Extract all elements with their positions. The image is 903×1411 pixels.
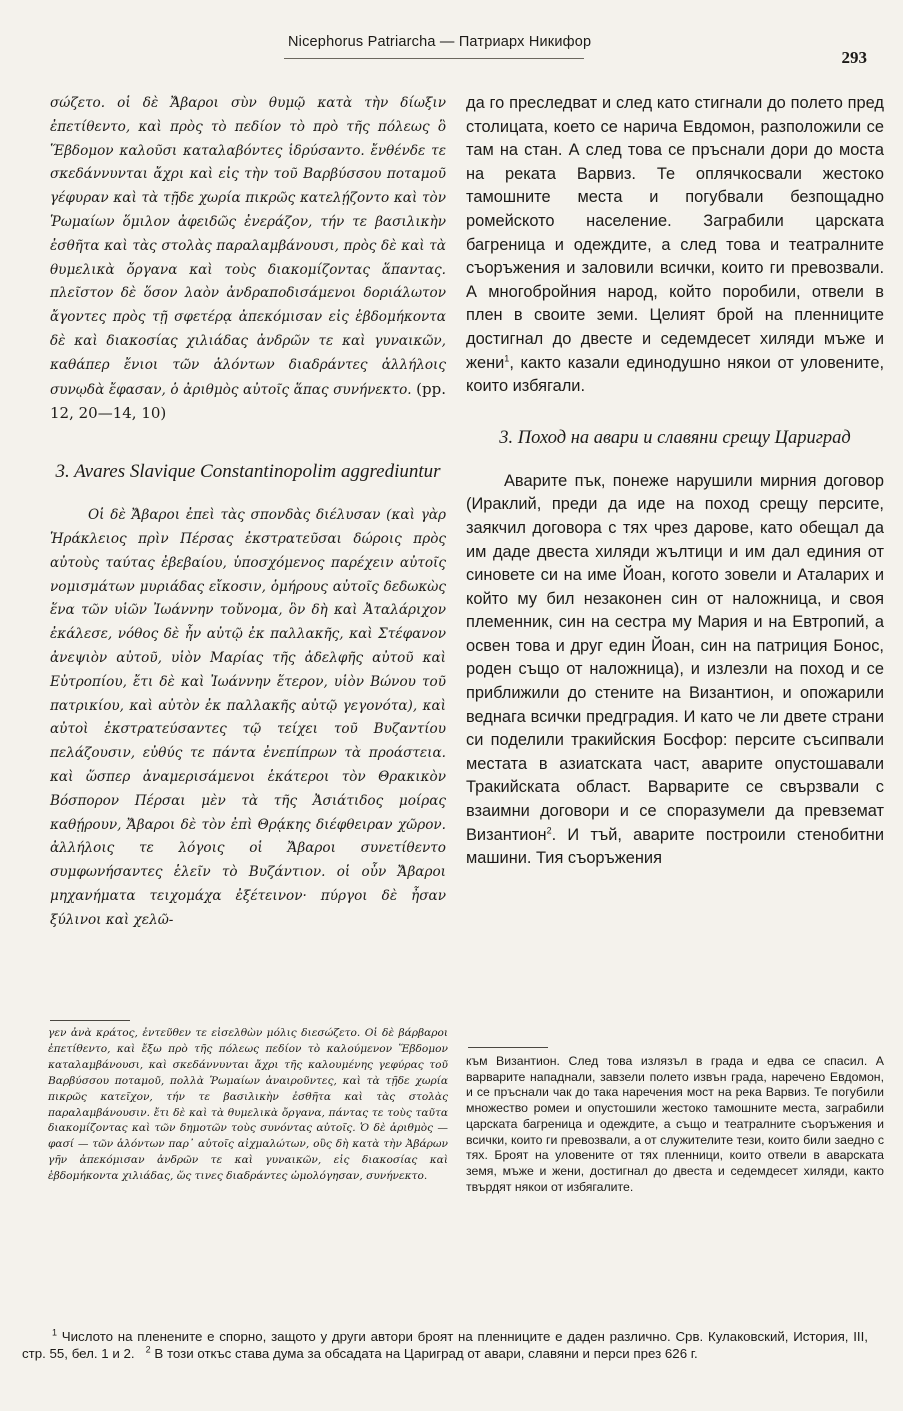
footnote-2-text: В този откъс става дума за обсадата на Цариград от авари, славяни и перси през 626 г. <box>154 1346 698 1362</box>
footnote-1-marker: 1 <box>52 1327 58 1338</box>
bulgarian-passage-1 <box>466 92 884 399</box>
footnote-ref-1[interactable]: 1 <box>504 353 510 364</box>
page-number: 293 <box>841 48 867 67</box>
bg-text-2: Аварите пък, понеже нарушили мирния договор (Ираклий, преди да иде на поход срещу персите, заякчил договора с тях чрез дарове, като обещал да им даде двеста хиляди жълтици и им дал единия от синовете си на име Йоан, когото зовели и Аталарих и който му бил незаконен син от наложница, и своя племенник, син на сестра му Мария и на Евтропий, а освен това и друг един Йоан, син на патриция Бонос, роден също от наложница), и излезли на поход и се приближили до стените на Византион, и опожарили веднага всички предградия. И като че ли двете страни си поделили тракийския Босфор: персите съсипвали местата в азиатската част, аварите опустошавали Тракийската област. Варварите се свързвали с взаимни договори и се споразумели да превземат Византион <box>466 471 884 844</box>
bg-text-1: да го преследват и след като стигнали до полето пред столицата, което се нарича Евдомон, разположили се там на стан. А след това се пръснали дори до моста на реката Варвиз. Те оплячкосвали жестоко тамошните места и погубвали безпощадно ромейското население. Заграбили царската багреница и одеждите, а след това и театралните съоръжения и заловили всички, които ги превозвали. А многобройния народ, който поробили, отвели в плен в своите земи. Целият брой на пленниците достигнал до двесте и седемдесет хиляди мъже и жени <box>466 94 884 372</box>
running-head: Nicephorus Patriarcha — Патриарх Никифор <box>288 34 592 50</box>
greek-passage-1 <box>50 92 446 427</box>
bg-text-2-tail: . И тъй, аварите построили стенобитни машини. Тия съоръжения <box>466 825 884 868</box>
right-note-rule <box>468 1047 548 1048</box>
greek-column <box>50 92 446 933</box>
greek-variant-note <box>48 1026 448 1185</box>
section-heading-bulgarian: 3. Поход на авари и славяни срещу Цариград <box>499 427 851 448</box>
left-note-rule <box>50 1020 130 1021</box>
footnotes <box>22 1328 868 1363</box>
footnote-1 <box>22 1328 868 1363</box>
bulgarian-passage-2 <box>466 470 884 871</box>
footnote-2-marker: 2 <box>145 1344 151 1355</box>
greek-note-text: γεν ἀνὰ κράτος, ἐντεῦθεν τε εἰσελθὼν μόλις διεσώζετο. Οἱ δὲ βάρβαροι ἐπετίθεντο, καὶ ἔξω πρὸ τῆς πόλεως πεδίον τὸ καλούμενον Ἕβδομον καταλαμβάνουσι, καὶ σκεδάννυνται ἄχρι τῆς καλουμένης γεφύρας τοῦ Βαρβύσσου ποταμοῦ, πολλὰ Ῥωμαίων ἀναιροῦντες, καὶ τὰ τῇδε χωρία πικρῶς κατεῖχον, τήν τε βασιλικὴν ἐσθῆτα καὶ τὰς στολὰς παραλαμβάνουσιν. ἔτι δὲ καὶ τὰ θυμελικὰ ὄργανα, πάντας τε τοὺς ταῦτα διακομίζοντας καὶ τῶν δημοτῶν τοὺς συνόντας αὐτοῖς. Ὁ δὲ ἀριθμὸς — φασί — τῶν ἁλόντων παρ᾽ αὐτοῖς αἰχμαλώτων, οὓς δὴ κατὰ τὴν Ἀβάρων γῆν ἀπεκόμισαν ἀνδρῶν τε καὶ γυναικῶν, εἰς διακοσίας καὶ ἑβδομήκοντα χιλιάδας, ὥς τινες διαδράντες ὡμολόγησαν, συνήνεκτο. <box>48 1027 448 1183</box>
bg-note-text: към Византион. След това излязъл в града и едва се спасил. А варварите нападнали, завзели полето извън града, наречено Евдомон, и се пръснали чак до така наречения мост на река Варвиз. Те погубили множество ромеи и опустошили жестоко тамошните места, заграбили царската багреница и одеждите, а също и театралните съоръжения и всички, които ги превозвали, а от служителите тези, които били заедно с тях. Броят на уловените от тях пленници, които отвели в аварската земя, мъже и жени, достигнал до двеста и седемдесет хиляди, както твърдят някои от избягалите. <box>466 1054 884 1194</box>
bg-text-1-tail: , както казали единодушно някои от уловените, които избягали. <box>466 353 884 396</box>
footnote-1-text: Числото на пленените е спорно, защото у други автори броят на пленниците е даден различно. Срв. Кулаковский, История, III, стр. 55, бел. 1 и 2. <box>22 1329 868 1362</box>
bulgarian-variant-note <box>466 1054 884 1195</box>
greek-passage-2: Οἱ δὲ Ἄβαροι ἐπεὶ τὰς σπονδὰς διέλυσαν (καὶ γὰρ Ἡράκλειος πρὶν Πέρσας ἐκστρατεῦσαι δώροις πρὸς αὐτοὺς ταύτας ἐβεβαίου, ὑποσχόμενος παρέχειν αὐτοῖς νομισμάτων μυριάδας εἴκοσιν, ὁμήρους αὐτοῖς δεδωκὼς ἕνα τῶν υἱῶν Ἰωάννην τοὔνομα, ὃν δὴ καὶ Ἀταλάριχον ἐκάλεσε, νόθος δὲ ἦν αὐτῷ ἐκ παλλακῆς, καὶ Στέφανον ἀνεψιὸν αὐτοῦ, υἱὸν Μαρίας τῆς ἀδελφῆς αὐτοῦ καὶ Εὐτροπίου, ἔτι δὲ καὶ Ἰωάννην ἕτερον, υἱὸν Βώνου τοῦ πατρικίου, καὶ αὐτὸν ἐκ παλλακῆς αὐτῷ γεγονότα), καὶ αὐτοὶ ἐκστρατεύσαντες τῷ τείχει τοῦ Βυζαντίου πελάζουσιν, εὐθύς τε πάντα ἐνεπίπρων τὰ προάστεια. καὶ ὥσπερ ἀναμερισάμενοι ἑκάτεροι τὸν Θρακικὸν Βόσπορον Πέρσαι μὲν τὰ τῆς Ἀσιάτιδος μοίρας καθῄρουν, Ἄβαροι δὲ τὸν ἐπὶ Θρᾴκης διέφθειραν χῶρον. ἀλλήλοις τε λόγοις οἱ Ἄβαροι συνετίθεντο συμφωνήσαντες ἑλεῖν τὸ Βυζάντιον. οἱ οὖν Ἄβαροι μηχανήματα τειχομάχα ἐξέτεινον· πύργοι δὲ ἦσαν ξύλινοι καὶ χελῶ- <box>50 507 446 928</box>
citation: (pp. 12, 20—14, 10) <box>50 379 446 423</box>
section-heading-latin: 3. Avares Slavique Constantinopolim aggrediuntur <box>55 461 441 483</box>
greek-text-1: σώζετο. οἱ δὲ Ἄβαροι σὺν θυμῷ κατὰ τὴν δίωξιν ἐπετίθεντο, καὶ πρὸς τὸ πεδίον τὸ πρὸ τῆς πόλεως ὃ Ἕβδομον καλοῦσι καταλαβόντες ἱδρύσαντο. ἔνθένδε τε σκεδάννυνται ἄχρι καὶ εἰς τὴν τοῦ Βαρβύσσου ποταμοῦ γέφυραν καὶ τὰ τῇδε χωρία πικρῶς κατελῄζοντο καὶ τὸν Ῥωμαίων ὅμιλον ἀφειδῶς ἐνεράζον, τήν τε βασιλικὴν ἐσθῆτα καὶ τὰς στολὰς παραλαμβάνουσι, πρὸς δὲ καὶ τὰ θυμελικὰ ὄργανα καὶ τοὺς διακομίζοντας ἅπαντας. πλεῖστον δὲ ὅσον λαὸν ἀνδραποδισάμενοι δοριάλωτον ἄγοντες πρὸς τῇ σφετέρᾳ ἀπεκόμισαν εἰς ἑβδομήκοντα δὲ καὶ διακοσίας χιλιάδας ἀνδρῶν τε καὶ γυναικῶν, καθάπερ ἔνιοι τῶν ἁλόντων διαδράντες ἀλλήλοις συνῳδὰ ἔφασαν, ὁ ἀριθμὸς αὐτοῖς ἅπας συνήνεκτο. <box>50 95 446 398</box>
header-rule <box>284 58 584 59</box>
bulgarian-column <box>466 92 884 871</box>
footnote-ref-2[interactable]: 2 <box>546 825 552 836</box>
page-header <box>0 28 903 68</box>
